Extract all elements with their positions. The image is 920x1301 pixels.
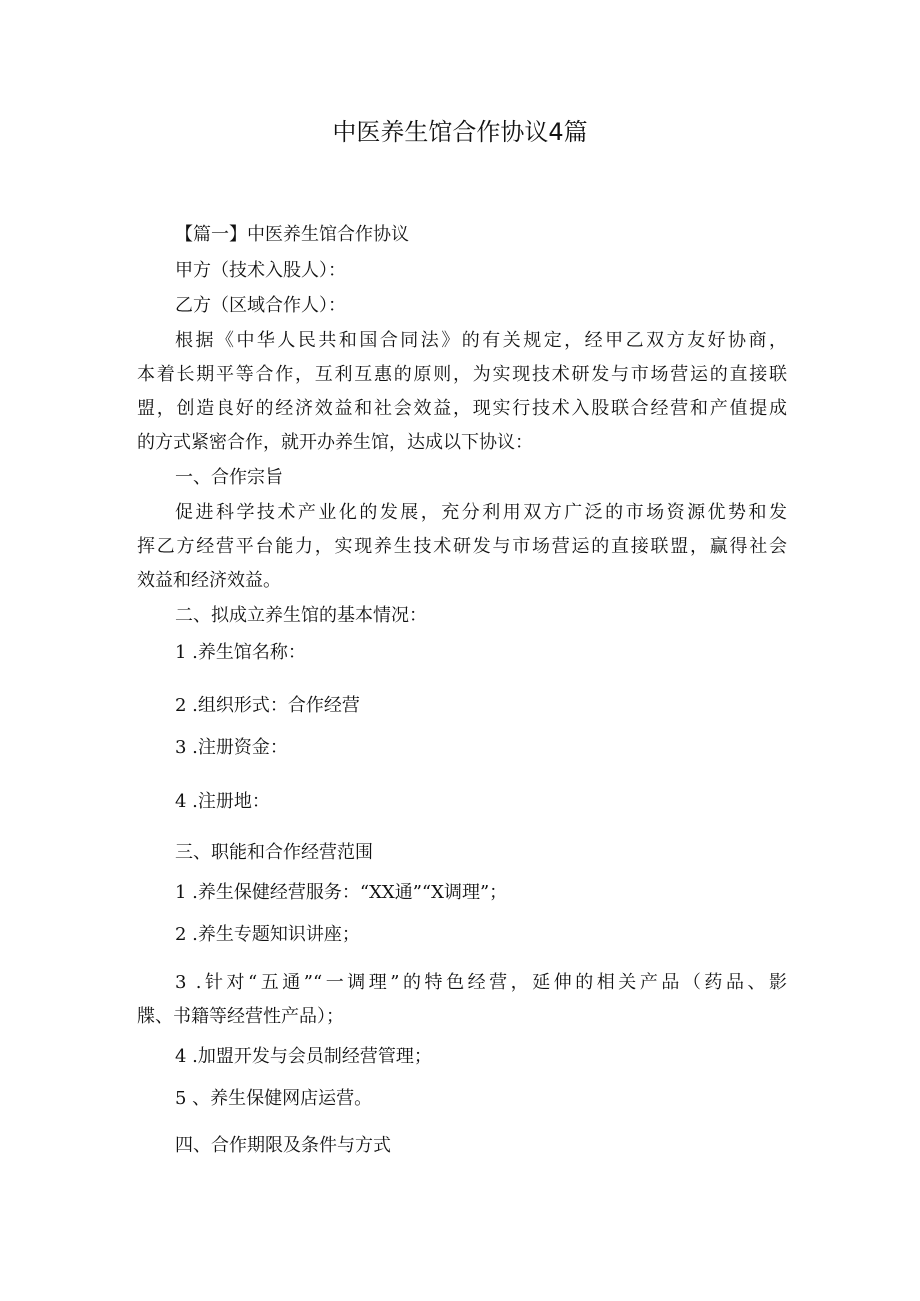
section-heading-basic-info: 二、拟成立养生馆的基本情况： bbox=[175, 605, 427, 626]
list-item-continuation: 牒、书籍等经营性产品）； bbox=[137, 1006, 344, 1027]
purpose-line-1: 促进科学技术产业化的发展，充分利用双方广泛的市场资源优势和发 bbox=[175, 502, 787, 523]
list-item: 4 .注册地： bbox=[175, 791, 270, 812]
list-item: 3 .注册资金： bbox=[175, 737, 288, 758]
party-a-line: 甲方（技术入股人）： bbox=[175, 260, 346, 281]
preamble-line-3: 盟，创造良好的经济效益和社会效益，现实行技术入股联合经营和产值提成 bbox=[137, 398, 787, 419]
purpose-line-3: 效益和经济效益。 bbox=[137, 570, 281, 591]
list-item: 4 .加盟开发与会员制经营管理； bbox=[175, 1046, 432, 1067]
section-heading-term: 四、合作期限及条件与方式 bbox=[175, 1135, 391, 1156]
preamble-line-2: 本着长期平等合作，互利互惠的原则，为实现技术研发与市场营运的直接联 bbox=[137, 364, 787, 385]
list-item: 1 .养生馆名称： bbox=[175, 642, 306, 663]
preamble-line-1: 根据《中华人民共和国合同法》的有关规定，经甲乙双方友好协商， bbox=[175, 330, 787, 351]
list-item: 3 .针对“五通”“一调理”的特色经营，延伸的相关产品（药品、影 bbox=[175, 972, 787, 993]
section-heading-purpose: 一、合作宗旨 bbox=[175, 467, 283, 488]
section-heading-scope: 三、职能和合作经营范围 bbox=[175, 842, 373, 863]
list-item: 2 .养生专题知识讲座； bbox=[175, 924, 360, 945]
list-item: 1 .养生保健经营服务：“XX通”“X调理”； bbox=[175, 882, 508, 903]
list-item: 5 、养生保健网店运营。 bbox=[175, 1088, 373, 1109]
preamble-line-4: 的方式紧密合作，就开办养生馆，达成以下协议： bbox=[137, 432, 533, 453]
document-title: 中医养生馆合作协议4篇 bbox=[332, 118, 588, 146]
party-b-line: 乙方（区域合作人）： bbox=[175, 295, 346, 316]
purpose-line-2: 挥乙方经营平台能力，实现养生技术研发与市场营运的直接联盟，赢得社会 bbox=[137, 536, 787, 557]
list-item: 2 .组织形式：合作经营 bbox=[175, 695, 360, 716]
section-heading-part-one: 【篇一】中医养生馆合作协议 bbox=[175, 224, 409, 245]
